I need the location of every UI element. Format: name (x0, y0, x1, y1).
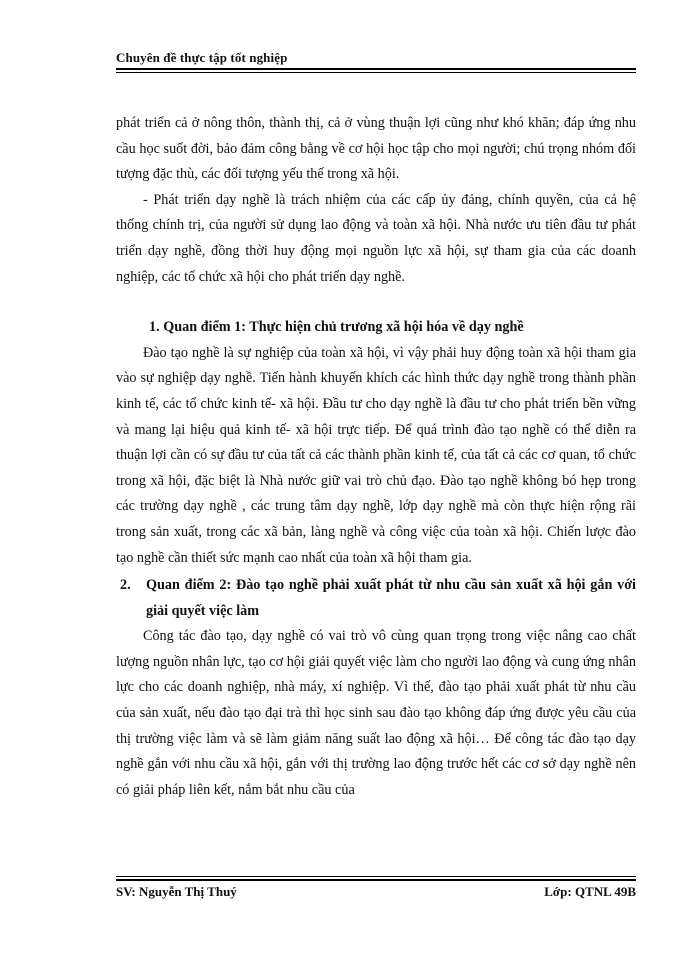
section-heading-number: 2. (120, 577, 131, 594)
header-divider-thin (116, 72, 636, 73)
footer-divider-thin (116, 876, 636, 877)
intro-paragraph-continued: phát triển cả ở nông thôn, thành thị, cả ở vùng thuận lợi cũng như khó khăn; đáp ứng nhu cầu học suốt đời, bảo đảm công bằng về cơ hội học tập cho mọi người; chú trọng nhóm đối tượng đặc thù, các đối tượng yếu thế trong xã hội. (116, 115, 636, 183)
footer-student-name: SV: Nguyễn Thị Thuý (116, 884, 237, 899)
viewpoint-1-paragraph: Đào tạo nghề là sự nghiệp của toàn xã hội, vì vậy phải huy động toàn xã hội tham gia vào sự nghiệp dạy nghề. Tiến hành khuyến khích các hình thức dạy nghề trong thành phần kinh tế, các tổ chức kinh tế- xã hội. Đầu tư cho dạy nghề là đầu tư cho phát triển bền vững và mang lại hiệu quả kinh tế- xã hội trực tiếp. Để quá trình đào tạo nghề có thể diễn ra thuận lợi cần có sự đầu tư của tất cả các thành phần kinh tế, của tất cả các cơ quan, tổ chức trong xã hội, đặc biệt là Nhà nước giữ vai trò chủ đạo. Đào tạo nghề không bó hẹp trong các trường dạy nghề , các trung tâm dạy nghề, lớp dạy nghề mà còn thực hiện rộng rãi trong sản xuất, trong các xã bản, làng nghề và công việc của toàn xã hội. Chiến lược đào tạo nghề cần thiết sức mạnh cao nhất của toàn xã hội tham gia. (116, 344, 636, 566)
viewpoint-2-paragraph: Công tác đào tạo, dạy nghề có vai trò vô cùng quan trọng trong việc nâng cao chất lượng nguồn nhân lực, tạo cơ hội giải quyết việc làm cho người lao động và cung ứng nhân lực cho các doanh nghiệp, nhà máy, xí nghiệp. Vì thế, đào tạo phải xuất phát từ nhu cầu của sản xuất, nếu đào tạo đại trà thì học sinh sau đào tạo không đáp ứng được yêu cầu của thị trường việc làm và sẽ làm giảm năng suất lao động xã hội… Để công tác đào tạo dạy nghề gắn với nhu cầu xã hội, gắn với thị trường lao động trước hết các cơ sở dạy nghề nên có giải pháp liên kết, nắm bắt nhu cầu của (116, 628, 636, 798)
section-heading-text: Quan điểm 2: Đào tạo nghề phải xuất phát từ nhu cầu sản xuất xã hội gắn với giải quyết việc làm (146, 577, 636, 619)
intro-paragraph-responsibility: - Phát triển dạy nghề là trách nhiệm của các cấp ủy đảng, chính quyền, của cả hệ thống chính trị, của người sử dụng lao động và toàn xã hội. Nhà nước ưu tiên đầu tư phát triển dạy nghề, đồng thời huy động mọi nguồn lực xã hội, sự tham gia của các doanh nghiệp, các tổ chức xã hội cho phát triển dạy nghề. (116, 191, 636, 285)
footer-class-name: Lớp: QTNL 49B (544, 884, 636, 899)
document-body (116, 111, 636, 803)
page-header-title: Chuyên đề thực tập tốt nghiệp (116, 50, 288, 65)
footer-divider-thick (116, 879, 636, 881)
section-heading-viewpoint-1: 1. Quan điểm 1: Thực hiện chủ trương xã hội hóa về dạy nghề (149, 319, 524, 336)
section-heading-viewpoint-2 (116, 573, 636, 624)
header-divider-thick (116, 68, 636, 70)
